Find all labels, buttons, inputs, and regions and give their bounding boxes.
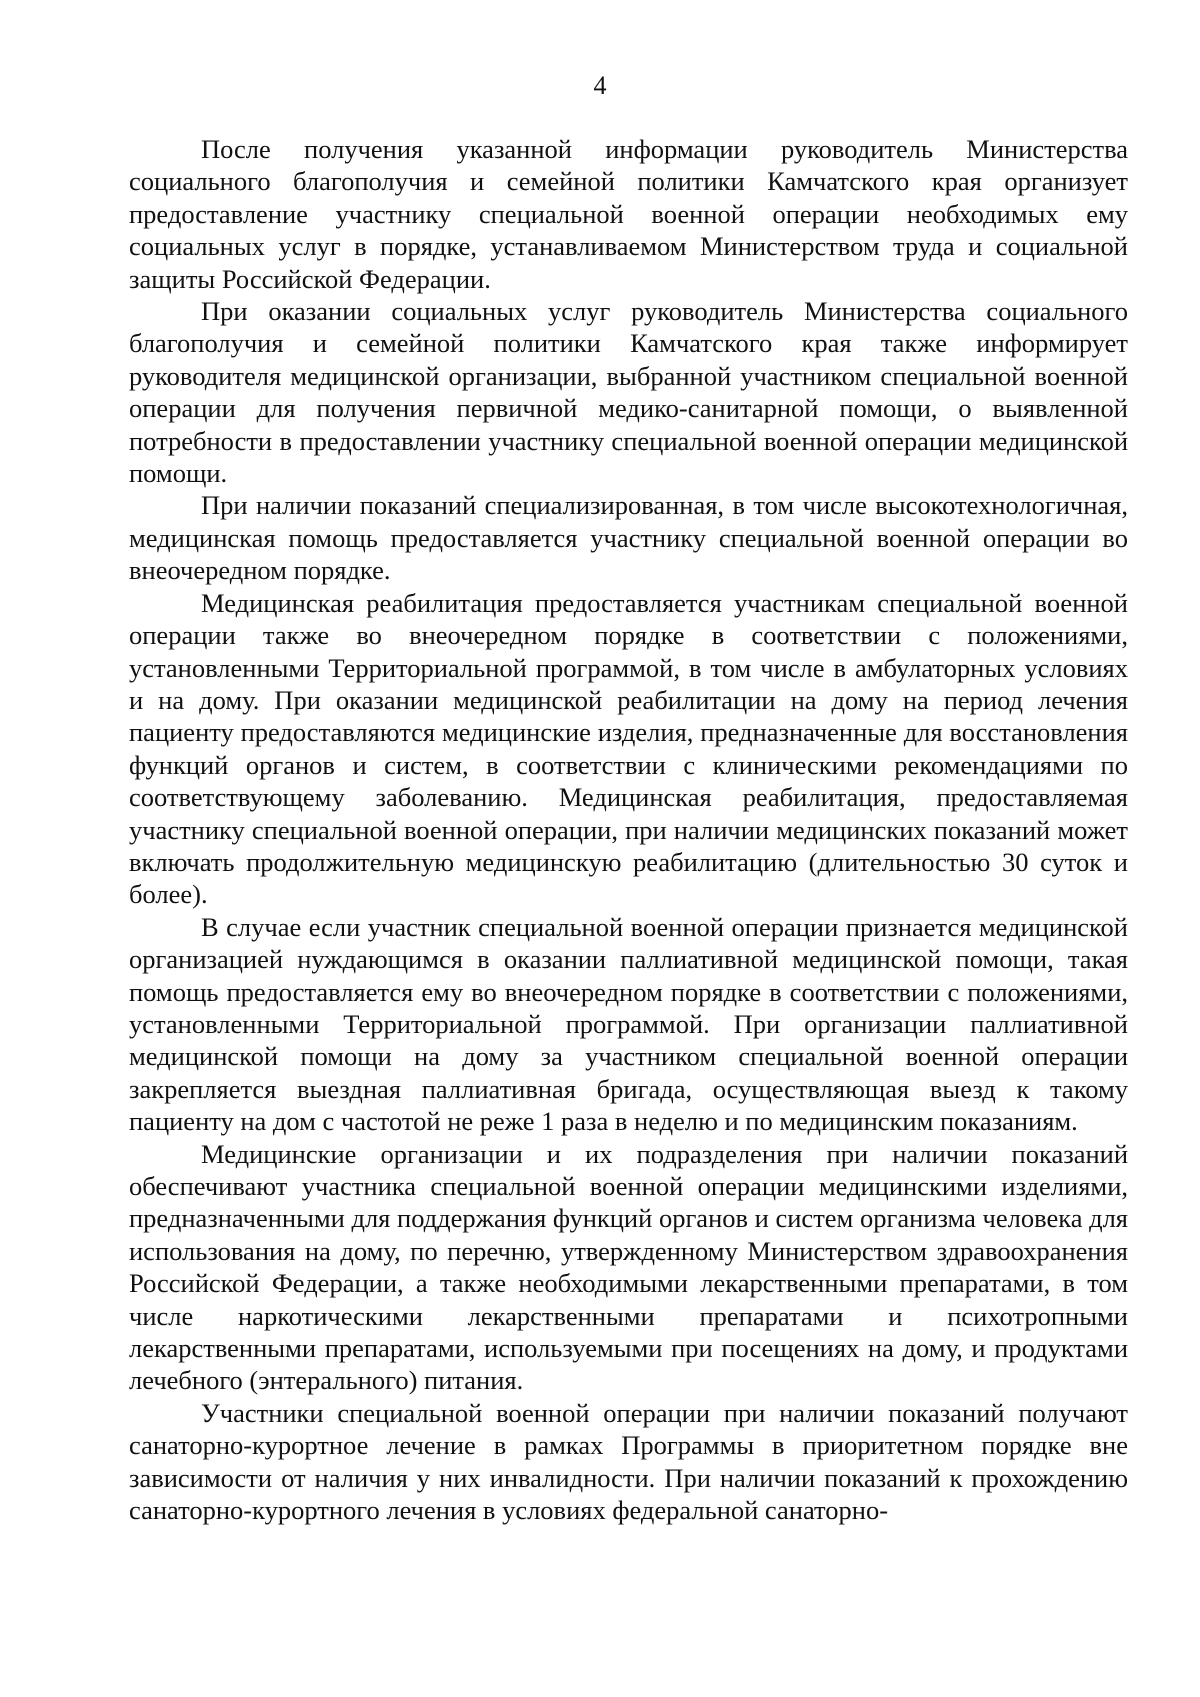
- paragraph-social-services-organization: После получения указанной информации руководитель Министерства социального благополучия и семейной политики Камчатского края организует предоставление участнику специальной военной операции необходимых ему социальных услуг в порядке, устанавливаемом Министерством труда и социальной защиты Российской Федерации.: [129, 134, 1128, 294]
- paragraph-medical-devices: Медицинские организации и их подразделения при наличии показаний обеспечивают участника специальной военной операции медицинскими изделиями, предназначенными для поддержания функций органов и систем организма человека для использования на дому, по перечню, утвержденному Министерством здравоохранения Российской Федерации, а также необходимыми лекарственными препаратами, в том числе наркотическими лекарственными препаратами и психотропными лекарственными препаратами, используемыми при посещениях на дому, и продуктами лечебного (энтерального) питания.: [129, 1138, 1128, 1396]
- paragraph-palliative-care: В случае если участник специальной военной операции признается медицинской организацией нуждающимся в оказании паллиативной медицинской помощи, такая помощь предоставляется ему во внеочередном порядке в соответствии с положениями, установленными Территориальной программой. При организации паллиативной медицинской помощи на дому за участником специальной военной операции закрепляется выездная паллиативная бригада, осуществляющая выезд к такому пациенту на дом с частотой не реже 1 раза в неделю и по медицинским показаниям.: [129, 911, 1128, 1137]
- paragraph-specialized-care: При наличии показаний специализированная, в том числе высокотехнологичная, медицинская помощь предоставляется участнику специальной военной операции во внеочередном порядке.: [129, 490, 1128, 586]
- document-body: [129, 133, 1128, 1526]
- page-number: 4: [593, 71, 607, 100]
- paragraph-sanatorium-treatment: Участники специальной военной операции при наличии показаний получают санаторно-курортное лечение в рамках Программы в приоритетном порядке вне зависимости от наличия у них инвалидности. При наличии показаний к прохождению санаторно-курортного лечения в условиях федеральной санаторно-: [129, 1397, 1128, 1526]
- paragraph-medical-organization-notice: При оказании социальных услуг руководитель Министерства социального благополучия и семейной политики Камчатского края также информирует руководителя медицинской организации, выбранной участником специальной военной операции для получения первичной медико-санитарной помощи, о выявленной потребности в предоставлении участнику специальной военной операции медицинской помощи.: [129, 296, 1128, 489]
- paragraph-medical-rehabilitation: Медицинская реабилитация предоставляется участникам специальной военной операции также во внеочередном порядке в соответствии с положениями, установленными Территориальной программой, в том числе в амбулаторных условиях и на дому. При оказании медицинской реабилитации на дому на период лечения пациенту предоставляются медицинские изделия, предназначенные для восстановления функций органов и систем, в соответствии с клиническими рекомендациями по соответствующему заболеванию. Медицинская реабилитация, предоставляемая участнику специальной военной операции, при наличии медицинских показаний может включать продолжительную медицинскую реабилитацию (длительностью 30 суток и более).: [129, 587, 1128, 910]
